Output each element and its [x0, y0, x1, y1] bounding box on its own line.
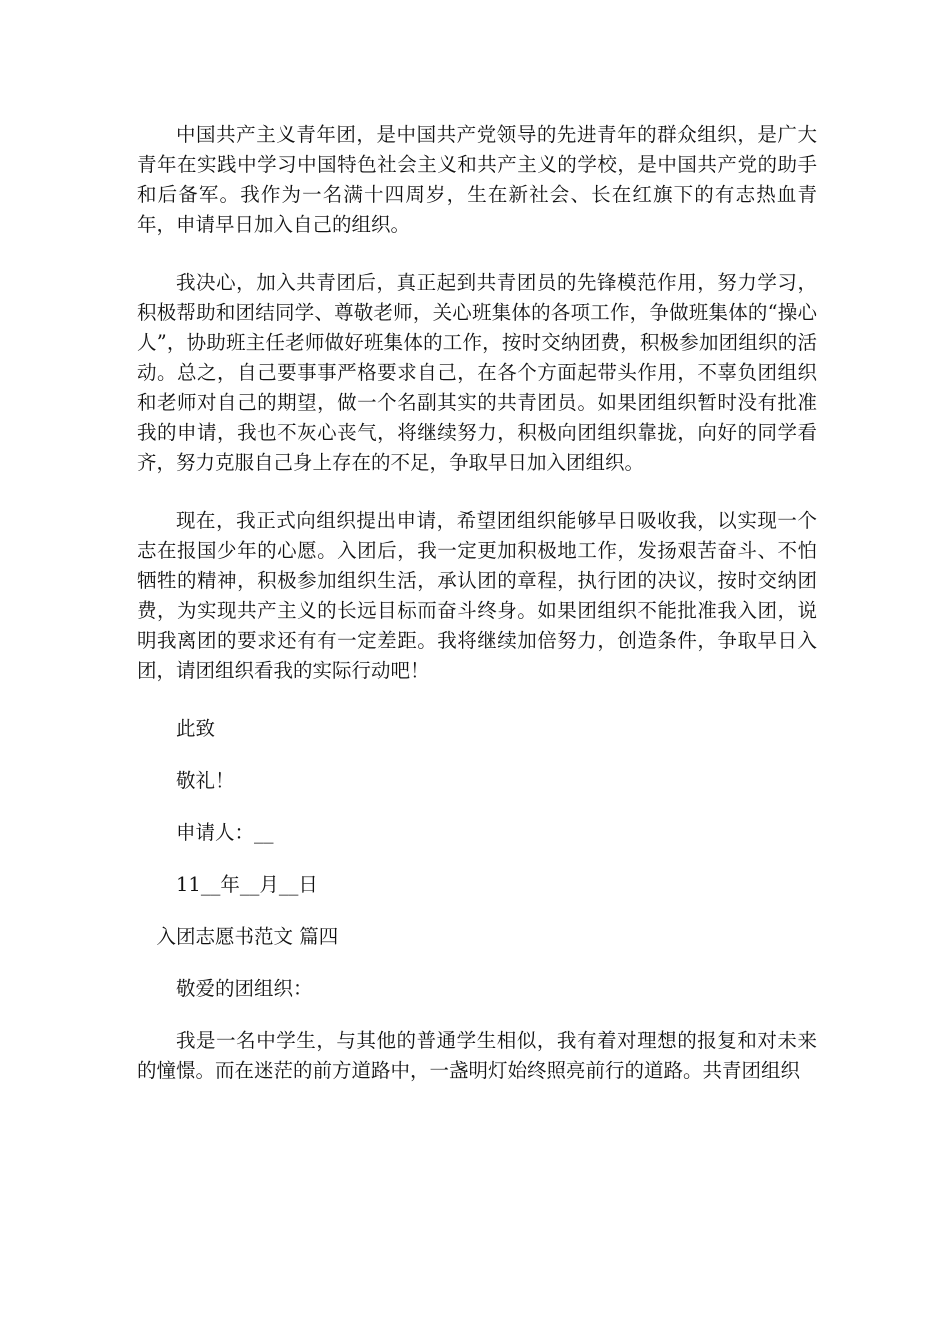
paragraph-intro: 中国共产主义青年团，是中国共产党领导的先进青年的群众组织，是广大青年在实践中学习中国特色社会主义和共产主义的学校，是中国共产党的助手和后备军。我作为一名满十四周岁，生在新社会、长在红旗下的有志热血青年，申请早日加入自己的组织。	[137, 123, 817, 236]
document-body	[137, 120, 817, 1114]
paragraph-resolve: 我决心，加入共青团后，真正起到共青团员的先锋模范作用，努力学习，积极帮助和团结同学、尊敬老师，关心班集体的各项工作，争做班集体的“操心人”，协助班主任老师做好班集体的工作，按时交纳团费，积极参加团组织的活动。总之，自己要事事严格要求自己，在各个方面起带头作用，不辜负团组织和老师对自己的期望，做一个名副其实的共青团员。如果团组织暂时没有批准我的申请，我也不灰心丧气，将继续努力，积极向团组织靠拢，向好的同学看齐，努力克服自己身上存在的不足，争取早日加入团组织。	[137, 271, 817, 474]
paragraph-final: 我是一名中学生，与其他的普通学生相似，我有着对理想的报复和对未来的憧憬。而在迷茫的前方道路中，一盏明灯始终照亮前行的道路。共青团组织	[137, 1029, 817, 1082]
salute-line: 敬礼！	[176, 769, 235, 792]
paragraph-application: 现在，我正式向组织提出申请，希望团组织能够早日吸收我，以实现一个志在报国少年的心愿。入团后，我一定更加积极地工作，发扬艰苦奋斗、不怕牺牲的精神，积极参加组织生活，承认团的章程，执行团的决议，按时交纳团费，为实现共产主义的长远目标而奋斗终身。如果团组织不能批准我入团，说明我离团的要求还有有一定差距。我将继续加倍努力，创造条件，争取早日入团，请团组织看我的实际行动吧！	[137, 509, 817, 682]
applicant-line: 申请人：__	[176, 821, 274, 844]
date-line: 11__年__月__日	[176, 873, 318, 896]
greeting-line: 敬爱的团组织：	[176, 977, 313, 1000]
section-title: 入团志愿书范文 篇四	[156, 925, 339, 948]
closing-line: 此致	[176, 717, 216, 740]
